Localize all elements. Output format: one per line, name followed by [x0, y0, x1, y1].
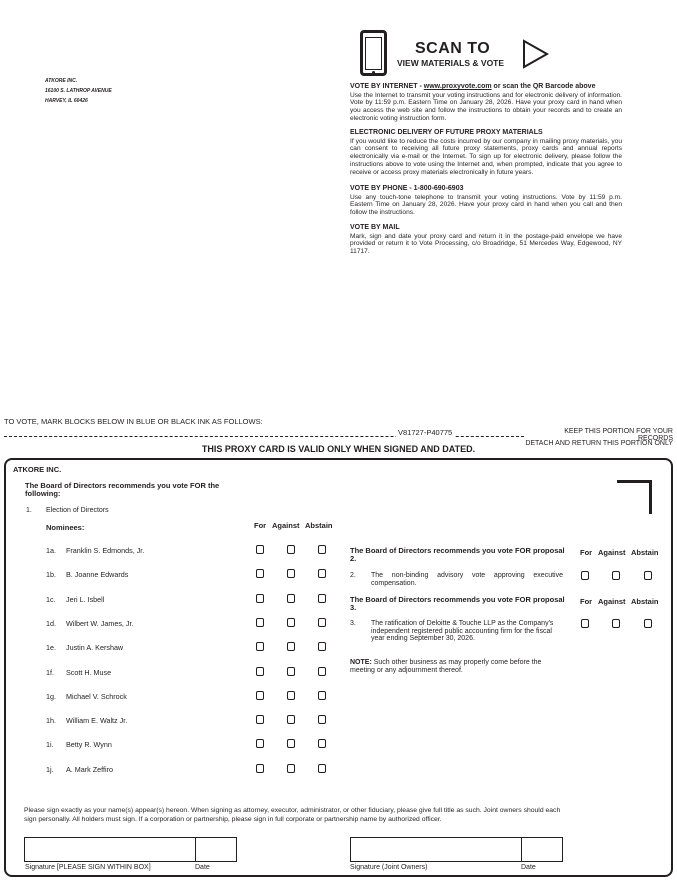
- nominee-for-checkbox[interactable]: [256, 764, 264, 773]
- nominee-name: A. Mark Zeffiro: [66, 765, 113, 774]
- proposal2-against-checkbox[interactable]: [612, 571, 620, 580]
- phone-heading: VOTE BY PHONE - 1-800-690-6903: [350, 185, 464, 192]
- nominee-number: 1h.: [46, 716, 56, 725]
- nominee-name: Scott H. Muse: [66, 668, 112, 677]
- nominee-number: 1i.: [46, 740, 54, 749]
- corner-mark: [617, 480, 652, 514]
- nominee-against-checkbox[interactable]: [287, 642, 295, 651]
- electronic-heading: ELECTRONIC DELIVERY OF FUTURE PROXY MATERIALS: [350, 129, 543, 136]
- valid-notice: THIS PROXY CARD IS VALID ONLY WHEN SIGNED AND DATED.: [201, 444, 476, 454]
- proposal3-for-checkbox[interactable]: [581, 619, 589, 628]
- nominee-name: B. Joanne Edwards: [66, 570, 129, 579]
- signing-instructions: Please sign exactly as your name(s) appear(s) hereon. When signing as attorney, executor, administrator, or other fiduciary, please give full title as such. Joint owners should each sign personally. All holders must sign. If a corporation or partnership, please sign in full corporate or partnership name by authorized officer.: [24, 807, 561, 823]
- nominee-abstain-checkbox[interactable]: [318, 594, 326, 603]
- internet-heading: VOTE BY INTERNET - www.proxyvote.com or scan the QR Barcode above: [350, 83, 596, 90]
- nominee-for-checkbox[interactable]: [256, 715, 264, 724]
- nominee-against-checkbox[interactable]: [287, 594, 295, 603]
- nominee-abstain-checkbox[interactable]: [318, 618, 326, 627]
- col-against-2: Against: [598, 548, 626, 557]
- nominee-abstain-checkbox[interactable]: [318, 691, 326, 700]
- scan-title: SCAN TO: [415, 40, 491, 57]
- phone-icon: [360, 30, 387, 76]
- proposal3-abstain-checkbox[interactable]: [644, 619, 652, 628]
- to-vote-instruction: TO VOTE, MARK BLOCKS BELOW IN BLUE OR BLACK INK AS FOLLOWS:: [4, 417, 263, 426]
- nominee-abstain-checkbox[interactable]: [318, 739, 326, 748]
- signature-box[interactable]: [24, 837, 196, 862]
- scan-subtitle: VIEW MATERIALS & VOTE: [397, 58, 505, 68]
- item2-text: The non-binding advisory vote approving executive compensation.: [371, 572, 563, 587]
- internet-text: Use the Internet to transmit your voting instructions and for electronic delivery of information. Vote by 11:59 p.m. Eastern Time on January 28, 2026. Have your proxy card in hand when you access the web site and follow the instructions to obtain your records and to create an electronic voting instruction form.: [350, 91, 622, 123]
- nominee-number: 1e.: [46, 643, 56, 652]
- item1-label: Election of Directors: [46, 507, 109, 514]
- col-against-1: Against: [272, 521, 300, 530]
- board-recommendation-1: The Board of Directors recommends you vote FOR the following:: [25, 481, 220, 498]
- nominee-number: 1j.: [46, 765, 54, 774]
- nominee-name: Michael V. Schrock: [66, 692, 127, 701]
- phone-screen: [365, 37, 382, 70]
- vote-by-internet: [350, 83, 622, 123]
- nominee-against-checkbox[interactable]: [287, 715, 295, 724]
- nominee-for-checkbox[interactable]: [256, 618, 264, 627]
- col-abstain-2: Abstain: [631, 548, 659, 557]
- address-line-1: ATKORE INC.: [45, 78, 78, 84]
- joint-signature-label: Signature (Joint Owners): [350, 864, 428, 871]
- nominee-against-checkbox[interactable]: [287, 545, 295, 554]
- joint-date-label: Date: [521, 864, 536, 871]
- item2-number: 2.: [350, 572, 356, 579]
- col-abstain-3: Abstain: [631, 597, 659, 606]
- nominee-abstain-checkbox[interactable]: [318, 642, 326, 651]
- date-box[interactable]: [195, 837, 237, 862]
- nominee-against-checkbox[interactable]: [287, 618, 295, 627]
- item3-number: 3.: [350, 620, 356, 627]
- nominee-for-checkbox[interactable]: [256, 691, 264, 700]
- electronic-text: If you would like to reduce the costs incurred by our company in mailing proxy materials, you can consent to receiving all future proxy statements, proxy cards and annual reports electronically via e-mail or the Internet. To sign up for electronic delivery, please follow the instructions above to vote using the Internet and, when prompted, indicate that you agree to receive or access proxy materials electronically in future years.: [350, 137, 622, 177]
- nominee-against-checkbox[interactable]: [287, 764, 295, 773]
- proposal2-for-checkbox[interactable]: [581, 571, 589, 580]
- nominee-against-checkbox[interactable]: [287, 569, 295, 578]
- nominee-for-checkbox[interactable]: [256, 667, 264, 676]
- address-line-2: 16100 S. LATHROP AVENUE: [45, 88, 112, 94]
- card-company: ATKORE INC.: [13, 465, 62, 474]
- nominee-for-checkbox[interactable]: [256, 739, 264, 748]
- nominee-name: Betty R. Wynn: [66, 740, 112, 749]
- mail-text: Mark, sign and date your proxy card and return it in the postage-paid envelope we have provided or return it to Vote Processing, c/o Broadridge, 51 Mercedes Way, Edgewood, NY 11717.: [350, 232, 622, 256]
- joint-signature-box[interactable]: [350, 837, 522, 862]
- item1-number: 1.: [26, 507, 32, 514]
- control-number: V81727-P40775: [398, 428, 453, 437]
- nominee-for-checkbox[interactable]: [256, 545, 264, 554]
- nominee-abstain-checkbox[interactable]: [318, 545, 326, 554]
- nominee-abstain-checkbox[interactable]: [318, 715, 326, 724]
- nominee-number: 1b.: [46, 570, 56, 579]
- nominee-against-checkbox[interactable]: [287, 691, 295, 700]
- nominee-number: 1f.: [46, 668, 54, 677]
- nominee-for-checkbox[interactable]: [256, 642, 264, 651]
- nominee-against-checkbox[interactable]: [287, 667, 295, 676]
- signature-label: Signature [PLEASE SIGN WITHIN BOX]: [25, 864, 151, 871]
- nominee-for-checkbox[interactable]: [256, 594, 264, 603]
- item3-text: The ratification of Deloitte & Touche LLP as the Company's independent registered public accounting firm for the fiscal year ending September 30, 2026.: [371, 620, 554, 642]
- proxyvote-link[interactable]: www.proxyvote.com: [423, 83, 492, 90]
- nominee-number: 1d.: [46, 619, 56, 628]
- col-for-1: For: [254, 521, 267, 530]
- vote-by-mail: [350, 224, 622, 256]
- electronic-delivery: [350, 129, 622, 177]
- joint-date-box[interactable]: [521, 837, 563, 862]
- nominee-abstain-checkbox[interactable]: [318, 667, 326, 676]
- proposal2-abstain-checkbox[interactable]: [644, 571, 652, 580]
- play-arrow-icon: [522, 39, 550, 69]
- nominee-name: William E. Waltz Jr.: [66, 716, 128, 725]
- col-abstain-1: Abstain: [305, 521, 333, 530]
- note: [350, 659, 565, 674]
- nominee-number: 1a.: [46, 546, 56, 555]
- col-for-2: For: [580, 548, 593, 557]
- phone-button: [372, 71, 375, 74]
- phone-text: Use any touch-tone telephone to transmit your voting instructions. Vote by 11:59 p.m. Eastern Time on January 28, 2026. Have your proxy card in hand when you call and then follow the instructions.: [350, 193, 622, 217]
- keep-portion-label: KEEP THIS PORTION FOR YOUR RECORDS: [564, 428, 673, 442]
- nominee-name: Wilbert W. James, Jr.: [66, 619, 134, 628]
- nominee-name: Justin A. Kershaw: [66, 643, 124, 652]
- nominee-abstain-checkbox[interactable]: [318, 764, 326, 773]
- nominee-name: Franklin S. Edmonds, Jr.: [66, 546, 145, 555]
- nominees-label: Nominees:: [46, 523, 85, 532]
- note-text: Such other business as may properly come before the meeting or any adjournment thereof.: [350, 659, 542, 674]
- board-recommendation-2: The Board of Directors recommends you vote FOR proposal 2.: [350, 546, 565, 563]
- address-line-3: HARVEY, IL 60426: [45, 98, 88, 104]
- return-address: [45, 76, 112, 106]
- col-for-3: For: [580, 597, 593, 606]
- board-recommendation-3: The Board of Directors recommends you vote FOR proposal 3.: [350, 595, 565, 612]
- vote-by-phone: [350, 185, 622, 217]
- nominee-number: 1g.: [46, 692, 56, 701]
- detach-portion-label: DETACH AND RETURN THIS PORTION ONLY: [525, 440, 673, 447]
- nominee-against-checkbox[interactable]: [287, 739, 295, 748]
- col-against-3: Against: [598, 597, 626, 606]
- proposal3-against-checkbox[interactable]: [612, 619, 620, 628]
- nominee-name: Jeri L. Isbell: [66, 595, 105, 604]
- mail-heading: VOTE BY MAIL: [350, 224, 400, 231]
- nominee-for-checkbox[interactable]: [256, 569, 264, 578]
- nominee-abstain-checkbox[interactable]: [318, 569, 326, 578]
- date-label: Date: [195, 864, 210, 871]
- note-label: NOTE:: [350, 659, 372, 666]
- nominee-number: 1c.: [46, 595, 56, 604]
